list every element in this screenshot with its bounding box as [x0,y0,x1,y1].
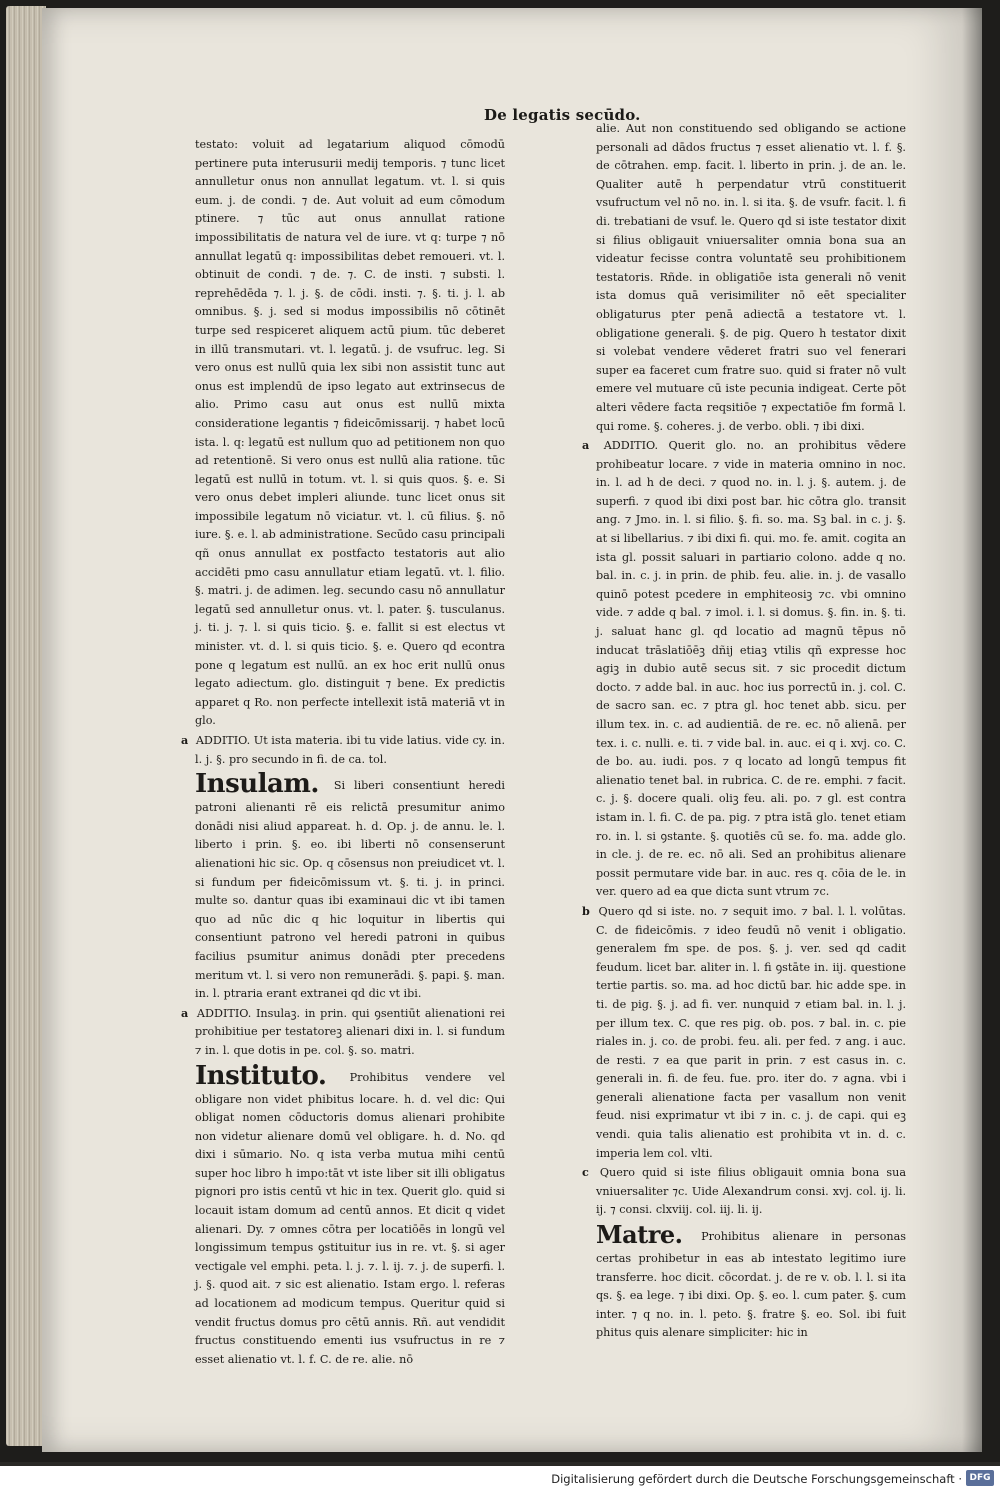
paragraph [195,769,505,1004]
paragraph-text: Prohibitus alienare in personas certas prohibetur in eas ab intestato legitimo iure transferre. hoc dicit. cōcordat. j. de re v. ob. l. l. si ita qs. §. ea lege. ⁊ ibi dixi. Op. §. eo. l. cum pater. §. cum inter. ⁊ q no. in. l. peto. §. fratre §. eo. Sol. ibi fuit phitus quis alenare simpliciter: hic in [596,1230,907,1340]
marginal-letter-a: a [582,438,590,453]
paragraph [596,120,906,436]
running-head: De legatis secūdo. [484,106,641,124]
marginal-letter-a: a [181,733,189,747]
lemma-heading: Insulam. [195,769,319,800]
paragraph-text: alie. Aut non constituendo sed obligando se actione personali ad dādos fructus ⁊ esset alienatio vt. l. f. §. de cōtrahen. emp. facit. l. liberto in prin. j. de an. le. Qualiter autē h perpendatur vtrū constituerit vsufructum vel nō no. in. l. si ita. §. de vsufr. facit. l. fi di. trebatiani de vsuf. le. Quero qd si iste testator dixit si filius obligauit vniuersaliter omnia bona sua an videatur fecisse contra voluntatē seu prohibitionem testatoris. Rñde. in obligatiōe ista generali nō venit ista domus quā verisimiliter nō eēt specialiter obligaturus pter penā adiectā a testatore vt. l. obligatione generali. §. de pig. Quero h testator dixit si volebat vendere vēderet fratri suo vel fenerari super ea faceret cum fratre suo. quid si frater nō vult emere vel mutuare cū iste pecunia indigeat. Certe pōt alteri vēdere facta reqsitiōe ⁊ expectatiōe fm formā l. qui rome. §. coheres. j. de verbo. obli. ⁊ ibi dixi. [596,122,906,433]
paragraph [181,731,506,769]
paragraph-text: Prohibitus vendere vel obligare non videt phibitus locare. h. d. vel dic: Qui obligat nomen cōductoris domus alienari prohibite non videtur alienare domū vel obligare. h. d. No. qd dixi i sūmario. No. q ista verba mutua mihi centū super hoc libro h impo:tāt vt iste liber sit illi obligatus pignori pro istis centū vt hic in tex. Querit glo. quid si locauit istam domum ad centū annos. Et dicit q videt alienari. Dy. ⁊ omnes cōtra per locatiōēs in longū vel longissimum tempus ꝯstituitur ius in re. vt. §. si ager vectigale vel emphi. peta. l. j. ⁊. l. ij. ⁊. j. de superfi. l. j. §. quod ait. ⁊ sic est alienatio. Istam ergo. l. referas ad locationem ad modicum tempus. Queritur quid si vendit fructus domus pro cētū annis. Rñ. aut vendidit fructus constituendo ementi ius vsufructus in re ⁊ esset alienatio vt. l. f. C. de re. alie. nō [195,1070,505,1366]
marginal-letter-c: c [582,1165,589,1180]
paragraph-text: Quero quid si iste filius obligauit omnia bona sua vniuersaliter ⁊c. Uide Alexandrum consi. xvj. col. ij. li. ij. ⁊ consi. clxviij. col. iij. li. ij. [596,1166,906,1217]
paragraph-text: Quero qd si iste. no. ⁊ sequit imo. ⁊ bal. l. l. volūtas. C. de fideicōmis. ⁊ ideo feudū nō venit i obligatio. generalem fm spe. de pos. §. j. ver. sed qd cadit feudum. licet bar. aliter in. l. fi ꝯstāte in. iij. questione tertie partis. so. ma. ad hoc dictū bar. hic adde spe. in ti. de pig. §. j. ad fi. ver. nunquid ⁊ etiam bal. in. l. j. per illum tex. C. que res pig. ob. pos. ⁊ bal. in. c. pie riales in. j. co. de probi. feu. ali. per fed. ⁊ ang. i auc. de resti. ⁊ ea que parit in prin. ⁊ est casus in. c. generali in. fi. de feu. fue. pro. iter do. ⁊ agna. vbi i generali alienatione facta per vasallum non venit feud. nisi exprimatur vt ibi ⁊ in. c. j. de capi. qui eꝫ vendi. quia talis alienatio est prohibita vt in. d. c. imperia lem col. vlti. [596,904,906,1160]
right-column [582,120,907,1343]
paragraph-text: ADDITIO. Querit glo. no. an prohibitus vēdere prohibeatur locare. ⁊ vide in materia omnino in noc. in. l. ad h de deci. ⁊ quod no. in. l. j. §. autem. j. de superfi. ⁊ quod ibi dixi post bar. hic cōtra glo. transit ang. ⁊ Jmo. in. l. si filio. §. fi. so. ma. Sꝫ bal. in c. j. §. at si libellarius. ⁊ ibi dixi fi. qui. mo. fe. amit. cogita an ista gl. possit saluari in partiario colono. adde q no. bal. in. c. j. in prin. de phib. feu. alie. in. j. de vasallo quinō potest pcedere in emphiteosiꝫ ⁊c. vbi omnino vide. ⁊ adde q bal. ⁊ imol. i. l. si domus. §. fin. in. §. ti. j. saluat hanc gl. qd locatio ad magnū tēpus nō inducat trāslatiōēꝫ dñij etiaꝫ vtilis qñ expresse hoc agiꝫ in dubio autē secus sit. ⁊ sic procedit dictum docto. ⁊ adde bal. in auc. hoc ius porrectū in. j. col. C. de sacro san. ec. ⁊ ptra gl. hoc tenet abb. sicu. per illum tex. in. c. ad audientiā. de re. ec. nō alienā. per tex. i. c. nulli. e. ti. ⁊ vide bal. in. auc. ei q i. xvj. co. C. de bo. au. iudi. pos. ⁊ q locato ad longū tempus fit alienatio tenet bal. in rubrica. C. de re. emphi. ⁊ facit. c. j. §. docere quali. oliꝫ feu. ali. po. ⁊ gl. est contra istam in. l. fi. C. de pa. pig. ⁊ ptra istā glo. tenet etiam ro. in. l. si ꝯstante. §. quotiēs cū se. fo. ma. adde glo. in cle. j. de re. ec. nō ali. Sed an prohibitus alienare possit permutare vide bar. in auc. res q. cōia de le. in ver. quero ad ea que dicta sunt vtrum ⁊c. [596,439,906,899]
page-edges [6,6,46,1446]
paragraph [582,1163,906,1220]
paragraph [195,1061,505,1370]
marginal-letter-a: a [181,1005,189,1020]
paragraph-text: ADDITIO. Insulaꝫ. in prin. qui ꝯsentiūt alienationi rei prohibitiue per testatoreꝫ alienari dixi in. l. si fundum ⁊ in. l. que dotis in pe. col. §. so. matri. [195,1006,505,1057]
lemma-heading: Matre. [596,1220,683,1250]
paragraph [582,436,906,902]
dfg-logo: DFG [966,1470,994,1486]
paragraph-text: testato: voluit ad legatarium aliquod cōmodū pertinere puta interusurii medij temporis. ⁊ tunc licet annulletur onus non annullat legatum. vt. l. si quis eum. j. de condi. ⁊ de. Aut voluit ad eum cōmodum ptinere. ⁊ tūc aut onus annullat ratione impossibilitatis de natura vel de iure. vt q: turpe ⁊ nō annullat legatū q: impossibilitas debet remoueri. vt. l. obtinuit de condi. ⁊ de. ⁊. C. de insti. ⁊ substi. l. reprehēdēda ⁊. l. j. §. de cōdi. insti. ⁊. §. ti. j. l. ab omnibus. §. j. sed si modus impossibilis nō cōtinēt turpe sed respiceret aliquem actū pium. tūc deberet in illū transmutari. vt. l. legatū. j. de vsufruc. leg. Si vero onus est nullū quia lex sibi non assistit tunc aut onus est implendū de ipso legato aut extrinsecus de alio. Primo casu aut onus est nullū mixta consideratione legantis ⁊ fideicōmissarij. ⁊ habet locū ista. l. q: legatū est nullum quo ad petitionem non quo ad retentionē. Si vero onus est nullū alia ratione. tūc legatū est nullū in totum. vt. l. si quis quos. §. e. Si vero onus debet impleri aliunde. tunc licet onus sit impossibile legatum nō viciatur. vt. l. cū filius. §. nō iure. §. e. l. ab administratione. Secūdo casu principali qñ onus annullat ex postfacto testatoris aut alio accidēti pmo casu annullatur etiam legatū. vt. l. filio. §. matri. j. de adimen. leg. secundo casu nō annullatur legatū sed annulletur onus. vt. l. pater. §. tusculanus. j. ti. j. ⁊. l. si quis ticio. §. e. fallit si est electus vt minister. vt. d. l. si quis ticio. §. e. Quero qd econtra pone q legatum est nullū. an ex hoc erit nullū onus legato adiectum. glo. distinguit ⁊ bene. Ex predictis apparet q Ro. non perfecte intellexit istā materiā vt in glo. [195,138,505,728]
gutter-shadow [962,8,982,1452]
paragraph [195,136,505,731]
lemma-heading: Instituto. [195,1060,327,1091]
paragraph-text: Si liberi consentiunt heredi patroni alienanti rē eis relictā presumitur animo donādi nisi aliud appareat. h. d. Op. j. de annu. le. l. liberto i prin. §. eo. ibi liberti nō consenserunt alienationi hic sic. Op. q cōsensus non preiudicet vt. l. si fundum per fideicōmissum vt. §. ti. j. in princi. multe so. dantur quas ibi examinaui dic vt ibi tamen quo ad nūc dic q hic loquitur in libertis qui consentiunt patrono vel heredi patroni in quibus facilius psumitur animus donādi pter precedens meritum vt. l. si vero non remunerādi. §. papi. §. man. in. l. ptraria erant extranei qd dic vt ibi. [195,779,505,1001]
paragraph [596,1220,906,1343]
paragraph-text: ADDITIO. Ut ista materia. ibi tu vide latius. vide cy. in. l. j. §. pro secundo in fi. de ca. tol. [195,734,506,766]
paragraph [181,1004,505,1061]
paragraph [582,902,906,1163]
footer-bar [0,1466,1000,1491]
funding-notice: Digitalisierung gefördert durch die Deutsche Forschungsgemeinschaft · [551,1472,962,1486]
marginal-letter-b: b [582,903,590,918]
left-column [181,136,506,1369]
